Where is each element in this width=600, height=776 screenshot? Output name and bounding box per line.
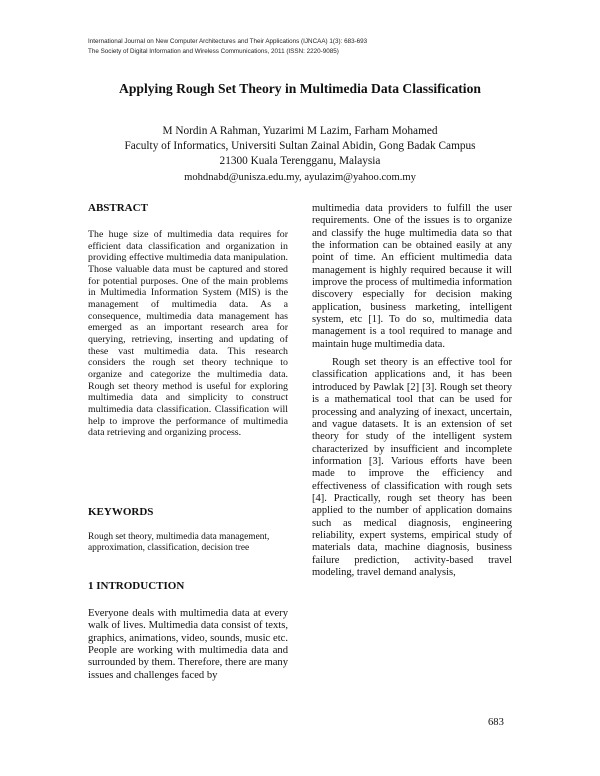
author-affiliation: Faculty of Informatics, Universiti Sultan Zainal Abidin, Gong Badak Campus [124, 140, 476, 153]
keywords-text: Rough set theory, multimedia data management, approximation, classification, decision tree [88, 532, 270, 554]
author-block [0, 124, 600, 185]
author-address: 21300 Kuala Terengganu, Malaysia [219, 155, 381, 168]
author-emails: mohdnabd@unisza.edu.my, ayulazim@yahoo.com.my [184, 171, 416, 183]
abstract-body [88, 229, 288, 439]
introduction-para2: Rough set theory is an effective tool for classification applications and, it has been introduced by Pawlak [2] [3]. Rough set theory is a mathematical tool that can be used for processing and analyzing of inexact, uncertain, and vague datasets. It is an extension of set theory for study of the intelligent system characterized by insufficient and incomplete information [3]. Various efforts have been made to improve the efficiency and effectiveness of classification with rough sets [4]. Practically, rough set theory has been applied to the number of application domains such as medical diagnosis, engineering reliability, expert systems, empirical study of materials data, machine diagnosis, business failure prediction, activity-based travel modeling, travel demand analysis, [312, 357, 512, 578]
introduction-para1-continued: multimedia data providers to fulfill the user requirements. One of the issues is to organize and classify the huge multimedia data so that the information can be obtained easily at any point of time. An efficient multimedia data management is highly required because it will improve the process of multimedia information discovery especially for decision making application, business marketing, intelligent system, etc [1]. To do so, multimedia data management is a tool required to manage and maintain huge multimedia data. [312, 203, 512, 350]
introduction-heading: 1 INTRODUCTION [88, 580, 185, 592]
abstract-text: The huge size of multimedia data requires for efficient data classification and organization in providing effective multimedia data manipulation. Those valuable data must be captured and stored for potential purposes. One of the main problems in Multimedia Information System (MIS) is the management of multimedia data. As a consequence, multimedia data management has emerged as an important research area for querying, retrieving, inserting and updating of these vast multimedia data. This research considers the rough set theory technique to organize and categorize the multimedia data. Rough set theory method is useful for exploring multimedia data and simplicity to construct multimedia data classification. Classification will help to improve the performance of multimedia data retrieving and organizing process. [88, 229, 288, 439]
paper-title: Applying Rough Set Theory in Multimedia Data Classification [119, 81, 481, 96]
introduction-para1: Everyone deals with multimedia data at every walk of lives. Multimedia data consist of texts, graphics, animations, video, sounds, music etc. People are working with multimedia data and surrounded by them. Therefore, there are many issues and challenges faced by [88, 608, 288, 681]
journal-society: The Society of Digital Information and Wireless Communications, 2011 (ISSN: 2220-9085) [88, 48, 339, 55]
journal-citation: International Journal on New Computer Architectures and Their Applications (IJNCAA) 1(3): 683-693 [88, 38, 368, 45]
keywords-heading: KEYWORDS [88, 506, 154, 518]
page-number: 683 [488, 717, 504, 728]
author-names: M Nordin A Rahman, Yuzarimi M Lazim, Farham Mohamed [162, 125, 438, 137]
abstract-heading: ABSTRACT [88, 202, 148, 214]
right-column [312, 203, 512, 579]
